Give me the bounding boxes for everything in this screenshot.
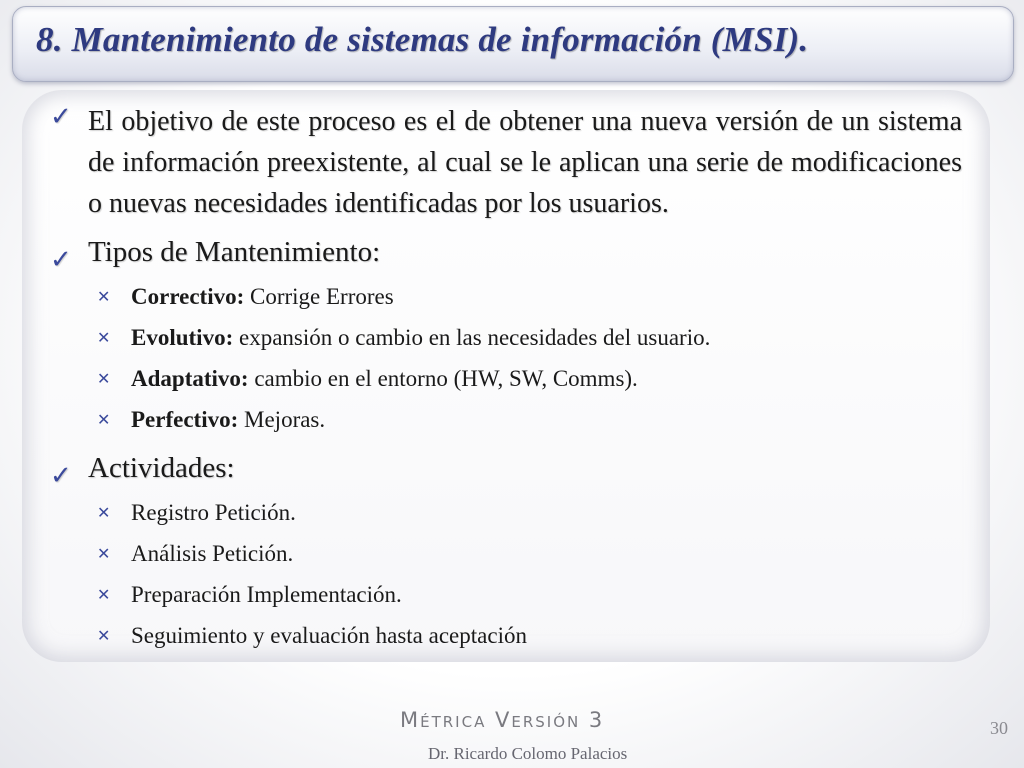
cross-icon: ✕	[97, 626, 111, 645]
page-number: 30	[990, 718, 1008, 738]
cross-icon: ✕	[97, 503, 111, 522]
footer-author: Dr. Ricardo Colomo Palacios	[428, 744, 628, 763]
item-text: Seguimiento y evaluación hasta aceptación	[131, 623, 527, 648]
list-item	[50, 358, 962, 399]
item-label: Perfectivo:	[131, 407, 239, 432]
activities-heading: Actividades:	[88, 452, 235, 484]
cross-icon: ✕	[97, 544, 111, 563]
cross-icon: ✕	[97, 287, 111, 306]
slide-title: 8. Mantenimiento de sistemas de información (MSI).	[36, 20, 809, 59]
cross-icon: ✕	[97, 585, 111, 604]
item-label: Correctivo:	[131, 284, 245, 309]
item-text: Registro Petición.	[131, 500, 296, 525]
item-text: Mejoras.	[238, 407, 326, 432]
item-text: Corrige Errores	[244, 284, 394, 309]
item-text: cambio en el entorno (HW, SW, Comms).	[248, 366, 638, 391]
list-item	[50, 317, 962, 358]
check-icon: ✓	[50, 461, 72, 491]
maintenance-types-heading: Tipos de Mantenimiento:	[88, 236, 381, 268]
list-item	[50, 399, 962, 440]
slide-content	[50, 101, 962, 656]
list-item	[50, 492, 962, 533]
objective-text: El objetivo de este proceso es el de obtener una nueva versión de un sistema de información preexistente, al cual se le aplican una serie de modificaciones o nuevas necesidades identificadas por los usuarios.	[88, 106, 962, 219]
item-text: Preparación Implementación.	[131, 582, 402, 607]
list-item	[50, 574, 962, 615]
cross-icon: ✕	[97, 369, 111, 388]
list-item	[50, 615, 962, 656]
item-text: Análisis Petición.	[131, 541, 294, 566]
bullet-maintenance-types	[50, 234, 962, 275]
list-item	[50, 276, 962, 317]
check-icon: ✓	[50, 102, 72, 132]
item-label: Adaptativo:	[131, 366, 249, 391]
item-label: Evolutivo:	[131, 325, 234, 350]
activities-list	[50, 492, 962, 656]
cross-icon: ✕	[97, 410, 111, 429]
list-item	[50, 533, 962, 574]
maintenance-types-list	[50, 276, 962, 440]
bullet-activities	[50, 450, 962, 491]
footer-brand-logo: Métrica Versión 3	[400, 708, 605, 732]
bullet-objective	[50, 101, 962, 224]
check-icon: ✓	[50, 245, 72, 275]
cross-icon: ✕	[97, 328, 111, 347]
item-text: expansión o cambio en las necesidades del usuario.	[233, 325, 711, 350]
